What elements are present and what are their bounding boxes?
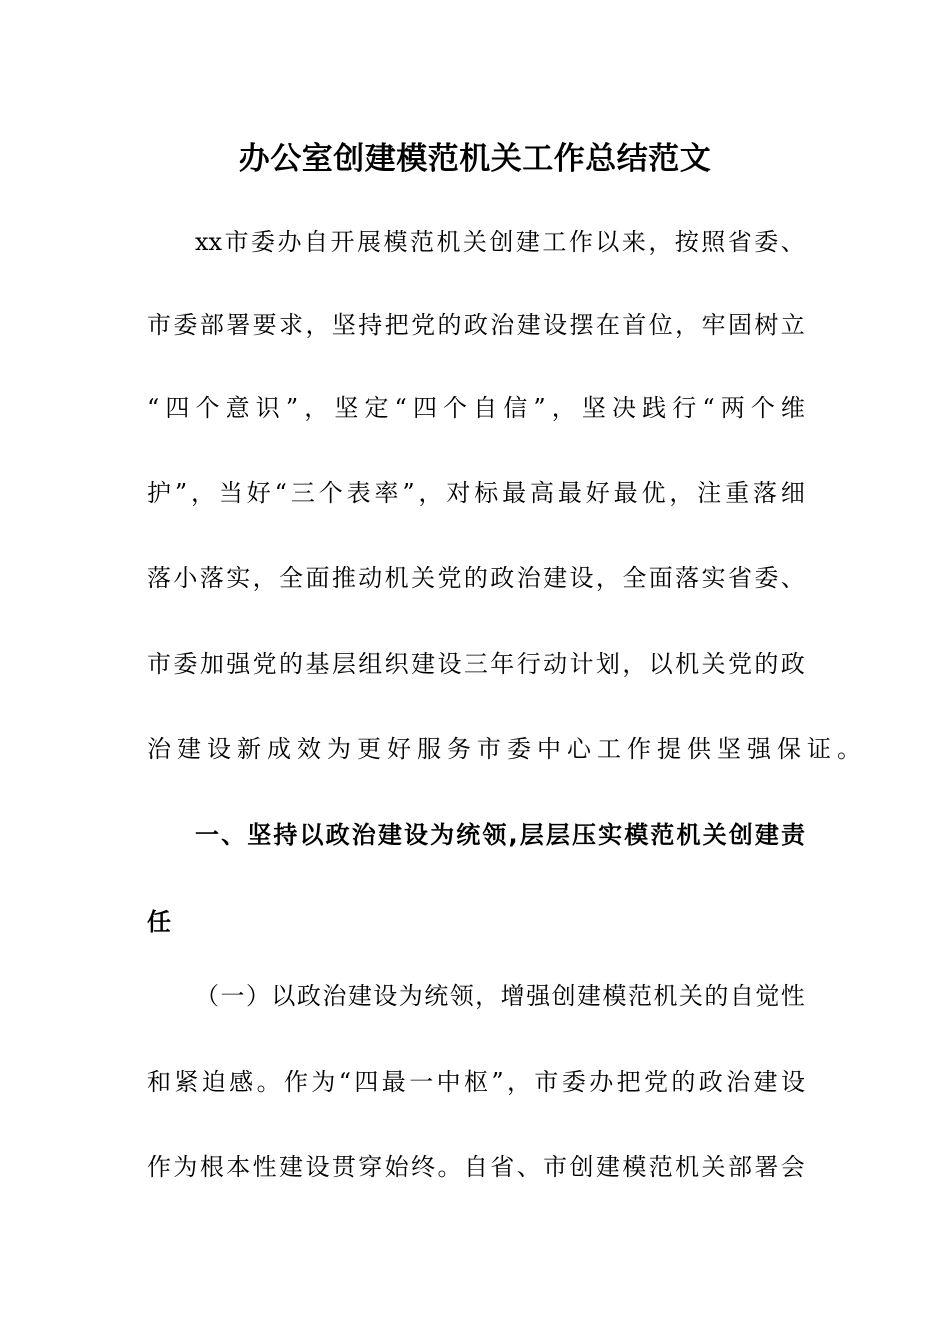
text-line-10: 作 为 根 本 性 建 设 贯 穿 始 终 。 自 省 、 市 创 建 模 范 机 关 部 署 会: [147, 1153, 805, 1181]
text-line-5: 落 小 落 实 ， 全 面 推 动 机 关 党 的 政 治 建 设 ， 全 面 落 实 省 委 、: [147, 564, 805, 592]
text-line-3: “ 四 个 意 识 ” ， 坚 定 “ 四 个 自 信 ” ， 坚 决 践 行 “ 两 个 维: [147, 394, 805, 422]
text-line-7: 治建设新成效为更好服务市委中心工作提供坚强保证。: [147, 735, 867, 763]
document-title: 办公室创建模范机关工作总结范文: [238, 141, 712, 177]
text-line-2: 市 委 部 署 要 求 ， 坚 持 把 党 的 政 治 建 设 摆 在 首 位 ， 牢 固 树 立: [147, 311, 805, 339]
text-line-1: xx 市 委 办 自 开 展 模 范 机 关 创 建 工 作 以 来 ， 按 照 省 委 、: [195, 228, 805, 256]
text-line-9: 和 紧 迫 感 。 作 为 “ 四 最 一 中 枢 ” ， 市 委 办 把 党 的 政 治 建 设: [147, 1068, 805, 1096]
text-line-6: 市 委 加 强 党 的 基 层 组 织 建 设 三 年 行 动 计 划 ， 以 机 关 党 的 政: [147, 650, 805, 678]
text-line-4: 护 ” ， 当 好 “ 三 个 表 率 ” ， 对 标 最 高 最 好 最 优 ， 注 重 落 细: [147, 479, 805, 507]
text-line-8: （ 一 ） 以 政 治 建 设 为 统 领 ， 增 强 创 建 模 范 机 关 的 自 觉 性: [195, 982, 805, 1010]
section-heading-line-1: 一 、 坚 持 以 政 治 建 设 为 统 领 , 层 层 压 实 模 范 机 关 创 建 责: [195, 821, 805, 849]
section-heading-line-2: 任: [147, 908, 177, 936]
